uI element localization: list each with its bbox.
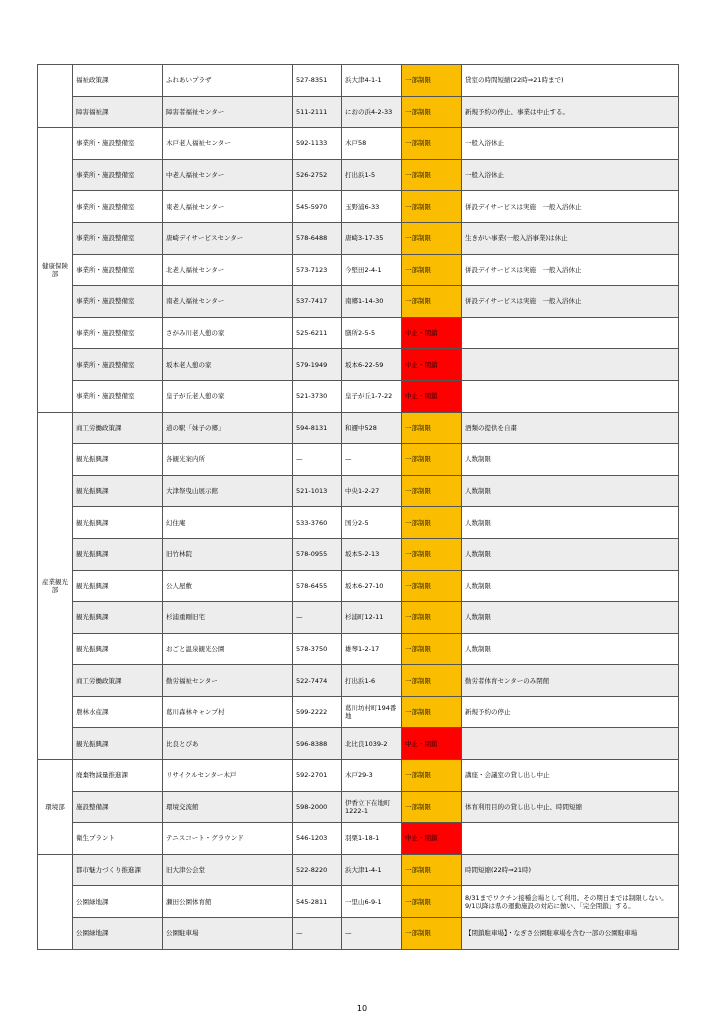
facility-cell: 比良とぴあ bbox=[163, 728, 293, 760]
facility-cell: 道の駅「妹子の郷」 bbox=[163, 412, 293, 444]
note-cell: 人数制限 bbox=[462, 475, 679, 507]
table-row bbox=[38, 886, 679, 918]
section-cell: 障害福祉課 bbox=[73, 96, 163, 128]
phone-cell: 545-5970 bbox=[293, 191, 342, 223]
section-cell: 事業所・施設整備室 bbox=[73, 349, 163, 381]
department-cell: 健康保険部 bbox=[38, 128, 73, 412]
table-row bbox=[38, 570, 679, 602]
status-cell: 一部制限 bbox=[402, 538, 462, 570]
table-row bbox=[38, 380, 679, 412]
phone-cell: 521-1013 bbox=[293, 475, 342, 507]
facility-cell: 葛川森林キャンプ村 bbox=[163, 696, 293, 728]
facility-cell: 勤労福祉センター bbox=[163, 665, 293, 697]
status-cell: 中止・閉鎖 bbox=[402, 349, 462, 381]
table-row bbox=[38, 507, 679, 539]
table-row bbox=[38, 254, 679, 286]
address-cell: 北比良1039-2 bbox=[342, 728, 402, 760]
address-cell: 今堅田2-4-1 bbox=[342, 254, 402, 286]
department-cell bbox=[38, 65, 73, 128]
address-cell: 雄琴1-2-17 bbox=[342, 633, 402, 665]
facility-cell: さがみ川老人憩の家 bbox=[163, 317, 293, 349]
phone-cell: 573-7123 bbox=[293, 254, 342, 286]
section-cell: 公園緑地課 bbox=[73, 918, 163, 950]
address-cell: 坂本5-2-13 bbox=[342, 538, 402, 570]
table-row bbox=[38, 728, 679, 760]
phone-cell: 578-6488 bbox=[293, 222, 342, 254]
note-cell: 勤労者体育センターのみ閉館 bbox=[462, 665, 679, 697]
note-cell: 生きがい事業(一般入浴事業)は休止 bbox=[462, 222, 679, 254]
section-cell: 観光振興課 bbox=[73, 538, 163, 570]
address-cell: 坂本6-22-59 bbox=[342, 349, 402, 381]
facility-cell: 杉浦重剛旧宅 bbox=[163, 602, 293, 634]
section-cell: 廃棄物減量推進課 bbox=[73, 760, 163, 792]
facility-cell: 中老人福祉センター bbox=[163, 159, 293, 191]
phone-cell: 579-1949 bbox=[293, 349, 342, 381]
section-cell: 事業所・施設整備室 bbox=[73, 191, 163, 223]
note-cell: 新規予約の停止、事業は中止する。 bbox=[462, 96, 679, 128]
address-cell: 国分2-5 bbox=[342, 507, 402, 539]
section-cell: 事業所・施設整備室 bbox=[73, 128, 163, 160]
status-cell: 一部制限 bbox=[402, 444, 462, 476]
facility-cell: 坂本老人憩の家 bbox=[163, 349, 293, 381]
section-cell: 観光振興課 bbox=[73, 570, 163, 602]
note-cell bbox=[462, 823, 679, 855]
status-cell: 一部制限 bbox=[402, 918, 462, 950]
facility-cell: 旧大津公会堂 bbox=[163, 854, 293, 886]
table-row bbox=[38, 128, 679, 160]
address-cell: 羽栗1-18-1 bbox=[342, 823, 402, 855]
department-cell: 産業観光部 bbox=[38, 412, 73, 760]
phone-cell: 522-8220 bbox=[293, 854, 342, 886]
phone-cell: 578-6455 bbox=[293, 570, 342, 602]
phone-cell: 578-0955 bbox=[293, 538, 342, 570]
status-cell: 一部制限 bbox=[402, 602, 462, 634]
note-cell bbox=[462, 317, 679, 349]
status-cell: 中止・閉鎖 bbox=[402, 823, 462, 855]
table-row bbox=[38, 412, 679, 444]
status-cell: 一部制限 bbox=[402, 222, 462, 254]
table-row bbox=[38, 791, 679, 823]
status-cell: 一部制限 bbox=[402, 791, 462, 823]
status-cell: 一部制限 bbox=[402, 191, 462, 223]
section-cell: 事業所・施設整備室 bbox=[73, 254, 163, 286]
note-cell: 人数制限 bbox=[462, 444, 679, 476]
table-row bbox=[38, 854, 679, 886]
note-cell: 人数制限 bbox=[462, 633, 679, 665]
note-cell: 【閉鎖駐車場】・なぎさ公園駐車場を含む一部の公園駐車場 bbox=[462, 918, 679, 950]
address-cell: 葛川坊村町194番地 bbox=[342, 696, 402, 728]
note-cell bbox=[462, 349, 679, 381]
address-cell: 浜大津1-4-1 bbox=[342, 854, 402, 886]
address-cell: 木戸29-3 bbox=[342, 760, 402, 792]
section-cell: 福祉政策課 bbox=[73, 65, 163, 97]
section-cell: 公園緑地課 bbox=[73, 886, 163, 918]
facility-status-table bbox=[37, 64, 679, 950]
table-row bbox=[38, 65, 679, 97]
facility-cell: 南老人福祉センター bbox=[163, 286, 293, 318]
address-cell: 皇子が丘1-7-22 bbox=[342, 380, 402, 412]
address-cell: 打出浜1-5 bbox=[342, 159, 402, 191]
facility-cell: 唐崎デイサービスセンター bbox=[163, 222, 293, 254]
table-row bbox=[38, 538, 679, 570]
phone-cell: 546-1203 bbox=[293, 823, 342, 855]
section-cell: 施設整備課 bbox=[73, 791, 163, 823]
table-row bbox=[38, 602, 679, 634]
phone-cell: 599-2222 bbox=[293, 696, 342, 728]
note-cell: 一般入浴休止 bbox=[462, 128, 679, 160]
phone-cell: 592-2701 bbox=[293, 760, 342, 792]
section-cell: 商工労働政策課 bbox=[73, 665, 163, 697]
phone-cell: 527-8351 bbox=[293, 65, 342, 97]
address-cell: 坂本6-27-10 bbox=[342, 570, 402, 602]
table-row bbox=[38, 633, 679, 665]
phone-cell: 594-8131 bbox=[293, 412, 342, 444]
facility-cell: リサイクルセンター木戸 bbox=[163, 760, 293, 792]
note-cell: 酒類の提供を自粛 bbox=[462, 412, 679, 444]
status-cell: 一部制限 bbox=[402, 96, 462, 128]
note-cell: 時間短縮(22時⇒21時) bbox=[462, 854, 679, 886]
address-cell: 伊香立下在地町1222-1 bbox=[342, 791, 402, 823]
status-cell: 一部制限 bbox=[402, 507, 462, 539]
address-cell: 中央1-2-27 bbox=[342, 475, 402, 507]
table-row bbox=[38, 286, 679, 318]
section-cell: 都市魅力づくり推進課 bbox=[73, 854, 163, 886]
facility-cell: テニスコート・グラウンド bbox=[163, 823, 293, 855]
note-cell: 貸室の時間短縮(22時⇒21時まで) bbox=[462, 65, 679, 97]
table-row bbox=[38, 191, 679, 223]
section-cell: 観光振興課 bbox=[73, 633, 163, 665]
department-cell: 環境部 bbox=[38, 760, 73, 855]
department-cell bbox=[38, 854, 73, 949]
note-cell: 体育利用目的の貸し出し中止、時間短縮 bbox=[462, 791, 679, 823]
note-cell: 人数制限 bbox=[462, 538, 679, 570]
phone-cell: 592-1133 bbox=[293, 128, 342, 160]
facility-cell: 大津祭曳山展示館 bbox=[163, 475, 293, 507]
status-cell: 一部制限 bbox=[402, 854, 462, 886]
facility-cell: 北老人福祉センター bbox=[163, 254, 293, 286]
table-row bbox=[38, 665, 679, 697]
phone-cell: 598-2000 bbox=[293, 791, 342, 823]
status-cell: 一部制限 bbox=[402, 475, 462, 507]
status-cell: 一部制限 bbox=[402, 760, 462, 792]
address-cell: におの浜4-2-33 bbox=[342, 96, 402, 128]
status-cell: 一部制限 bbox=[402, 65, 462, 97]
note-cell: 講座・会議室の貸し出し中止 bbox=[462, 760, 679, 792]
table-row bbox=[38, 760, 679, 792]
facility-cell: 木戸老人福祉センター bbox=[163, 128, 293, 160]
note-cell bbox=[462, 380, 679, 412]
note-cell: 併設デイサービスは実施 一般入浴休止 bbox=[462, 254, 679, 286]
section-cell: 商工労働政策課 bbox=[73, 412, 163, 444]
section-cell: 農林水産課 bbox=[73, 696, 163, 728]
address-cell: — bbox=[342, 444, 402, 476]
section-cell: 事業所・施設整備室 bbox=[73, 159, 163, 191]
facility-cell: 旧竹林院 bbox=[163, 538, 293, 570]
note-cell: 人数制限 bbox=[462, 507, 679, 539]
note-cell: 新規予約の停止 bbox=[462, 696, 679, 728]
address-cell: 杉浦町12-11 bbox=[342, 602, 402, 634]
facility-cell: おごと温泉観光公園 bbox=[163, 633, 293, 665]
table-body bbox=[38, 65, 679, 950]
facility-cell: 東老人福祉センター bbox=[163, 191, 293, 223]
phone-cell: 537-7417 bbox=[293, 286, 342, 318]
note-cell bbox=[462, 728, 679, 760]
table-row bbox=[38, 96, 679, 128]
phone-cell: — bbox=[293, 444, 342, 476]
phone-cell: — bbox=[293, 602, 342, 634]
address-cell: 和邇中528 bbox=[342, 412, 402, 444]
facility-cell: 障害者福祉センター bbox=[163, 96, 293, 128]
address-cell: 玉野浦6-33 bbox=[342, 191, 402, 223]
facility-cell: 各観光案内所 bbox=[163, 444, 293, 476]
address-cell: 膳所2-5-5 bbox=[342, 317, 402, 349]
table-row bbox=[38, 823, 679, 855]
status-cell: 一部制限 bbox=[402, 159, 462, 191]
facility-cell: 公園駐車場 bbox=[163, 918, 293, 950]
phone-cell: 545-2811 bbox=[293, 886, 342, 918]
facility-cell: 皇子が丘老人憩の家 bbox=[163, 380, 293, 412]
table-row bbox=[38, 159, 679, 191]
facility-cell: 幻住庵 bbox=[163, 507, 293, 539]
status-cell: 中止・閉鎖 bbox=[402, 317, 462, 349]
section-cell: 観光振興課 bbox=[73, 728, 163, 760]
address-cell: 浜大津4-1-1 bbox=[342, 65, 402, 97]
phone-cell: 521-3730 bbox=[293, 380, 342, 412]
status-cell: 中止・閉鎖 bbox=[402, 728, 462, 760]
status-cell: 一部制限 bbox=[402, 886, 462, 918]
status-cell: 一部制限 bbox=[402, 696, 462, 728]
section-cell: 衛生プラント bbox=[73, 823, 163, 855]
status-cell: 一部制限 bbox=[402, 254, 462, 286]
section-cell: 観光振興課 bbox=[73, 507, 163, 539]
note-cell: 人数制限 bbox=[462, 570, 679, 602]
table-row bbox=[38, 696, 679, 728]
status-cell: 一部制限 bbox=[402, 128, 462, 160]
phone-cell: 533-3760 bbox=[293, 507, 342, 539]
phone-cell: 522-7474 bbox=[293, 665, 342, 697]
table-row bbox=[38, 222, 679, 254]
table-row bbox=[38, 444, 679, 476]
address-cell: — bbox=[342, 918, 402, 950]
phone-cell: — bbox=[293, 918, 342, 950]
table-row bbox=[38, 918, 679, 950]
address-cell: 南郷1-14-30 bbox=[342, 286, 402, 318]
section-cell: 事業所・施設整備室 bbox=[73, 380, 163, 412]
section-cell: 観光振興課 bbox=[73, 444, 163, 476]
status-cell: 一部制限 bbox=[402, 286, 462, 318]
table-row bbox=[38, 475, 679, 507]
address-cell: 木戸58 bbox=[342, 128, 402, 160]
facility-cell: ふれあいプラザ bbox=[163, 65, 293, 97]
status-cell: 一部制限 bbox=[402, 665, 462, 697]
phone-cell: 526-2752 bbox=[293, 159, 342, 191]
facility-cell: 環境交流館 bbox=[163, 791, 293, 823]
table-row bbox=[38, 317, 679, 349]
phone-cell: 578-3750 bbox=[293, 633, 342, 665]
page-number: 10 bbox=[356, 1004, 368, 1013]
section-cell: 観光振興課 bbox=[73, 475, 163, 507]
status-cell: 一部制限 bbox=[402, 412, 462, 444]
note-cell: 併設デイサービスは実施 一般入浴休止 bbox=[462, 191, 679, 223]
phone-cell: 596-8388 bbox=[293, 728, 342, 760]
phone-cell: 525-6211 bbox=[293, 317, 342, 349]
phone-cell: 511-2111 bbox=[293, 96, 342, 128]
status-cell: 中止・閉鎖 bbox=[402, 380, 462, 412]
section-cell: 事業所・施設整備室 bbox=[73, 317, 163, 349]
address-cell: 打出浜1-6 bbox=[342, 665, 402, 697]
facility-cell: 公人屋敷 bbox=[163, 570, 293, 602]
section-cell: 事業所・施設整備室 bbox=[73, 222, 163, 254]
status-cell: 一部制限 bbox=[402, 570, 462, 602]
note-cell: 人数制限 bbox=[462, 602, 679, 634]
note-cell: 一般入浴休止 bbox=[462, 159, 679, 191]
address-cell: 一里山6-9-1 bbox=[342, 886, 402, 918]
section-cell: 事業所・施設整備室 bbox=[73, 286, 163, 318]
note-cell: 8/31までワクチン接種会場として利用。その期日までは制限しない。9/1以降は県の運動施設の対応に倣い、「完全閉鎖」する。 bbox=[462, 886, 679, 918]
facility-cell: 瀬田公園体育館 bbox=[163, 886, 293, 918]
address-cell: 唐崎3-17-35 bbox=[342, 222, 402, 254]
table-row bbox=[38, 349, 679, 381]
section-cell: 観光振興課 bbox=[73, 602, 163, 634]
status-cell: 一部制限 bbox=[402, 633, 462, 665]
note-cell: 併設デイサービスは実施 一般入浴休止 bbox=[462, 286, 679, 318]
